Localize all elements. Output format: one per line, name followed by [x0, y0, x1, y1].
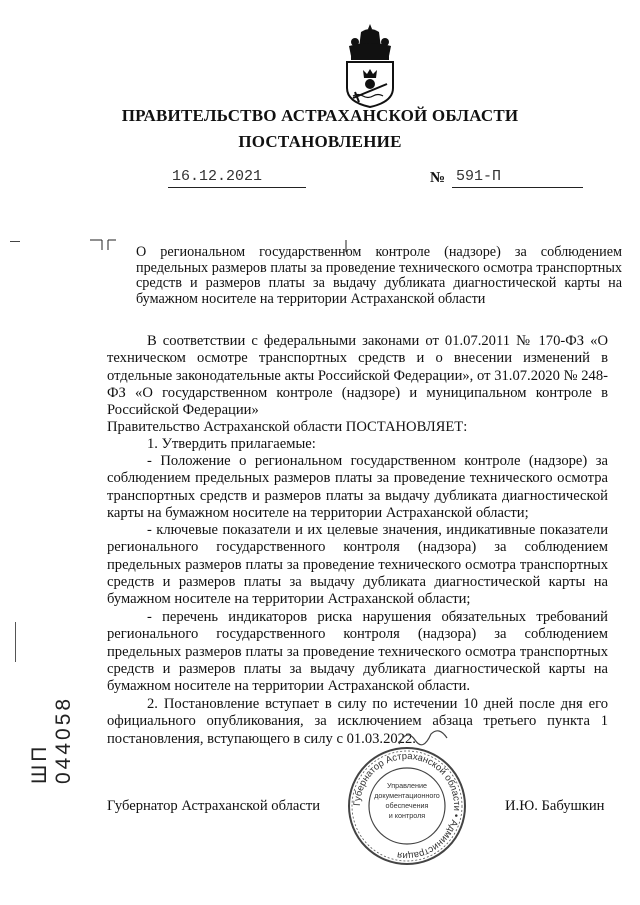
stamp-line-3: обеспечения [385, 801, 429, 810]
stamp-line-4: и контроля [388, 811, 426, 820]
date-line [168, 168, 306, 188]
stamp-line-1: Управление [387, 781, 427, 790]
item-2-paragraph: 2. Постановление вступает в силу по истечении 10 дней после дня его официального опубликования, за исключением абзаца третьего пункта 1 постановления, вступающего в силу с 01.03.2022. [107, 696, 608, 747]
number-label: № [430, 170, 446, 186]
stamp-line-2: документационного [374, 791, 440, 800]
signature-name: И.Ю. Бабушкин [505, 798, 605, 814]
signature-position: Губернатор Астраханской области [107, 798, 321, 814]
number-line [452, 168, 583, 188]
stamp-center-text [372, 781, 442, 821]
margin-tick [10, 241, 20, 242]
stamp-ring-text: Губернатор Астраханской области • Администрация [351, 750, 463, 862]
bullet-1-paragraph: - Положение о региональном государственном контроле (надзоре) за соблюдением предельных размеров платы за проведение технического осмотра транспортных средств и размеров платы за выдачу дубликата диагностической карты на бумажном носителе на территории Астраханской области; [107, 453, 608, 521]
document-number: 591-П [456, 168, 502, 185]
coat-of-arms-emblem [341, 22, 399, 108]
resolves-paragraph: Правительство Астраханской области ПОСТАНОВЛЯЕТ: [107, 419, 468, 435]
document-date: 16.12.2021 [172, 168, 263, 185]
bullet-2-paragraph: - ключевые показатели и их целевые значения, индикативные показатели регионального государственного контроля (надзора) за соблюдением предельных размеров платы за проведение технического осмотра транспортных средств и размеров платы за выдачу дубликата диагностической карты на бумажном носителе на территории Астраханской области; [107, 522, 608, 608]
side-serial-number: ШП 044058 [28, 695, 75, 784]
org-title: ПРАВИТЕЛЬСТВО АСТРАХАНСКОЙ ОБЛАСТИ [121, 106, 519, 125]
margin-vertical-line [15, 622, 16, 662]
preamble-paragraph: В соответствии с федеральными законами от 01.07.2011 № 170-ФЗ «О техническом осмотре транспортных средств и о внесении изменений в отдельные законодательные акты Российской Федерации», от 31.07.2020 № 248-ФЗ «О государственном контроле (надзоре) и муниципальном контроле в Российской Федерации» [107, 333, 608, 419]
bullet-3-paragraph: - перечень индикаторов риска нарушения обязательных требований регионального государственного контроля (надзора) за соблюдением предельных размеров платы за проведение технического осмотра транспортных средств и размеров платы за выдачу дубликата диагностической карты на бумажном носителе на территории Астраханской области. [107, 609, 608, 695]
official-stamp [346, 745, 468, 867]
document-subject: О региональном государственном контроле (надзоре) за соблюдением предельных размеров платы за проведение технического осмотра транспортных средств и размеров платы за выдачу дубликата диагностической карты на бумажном носителе на территории Астраханской области [136, 244, 622, 307]
item-1-paragraph: 1. Утвердить прилагаемые: [147, 436, 316, 452]
doc-type-title: ПОСТАНОВЛЕНИЕ [238, 132, 402, 151]
